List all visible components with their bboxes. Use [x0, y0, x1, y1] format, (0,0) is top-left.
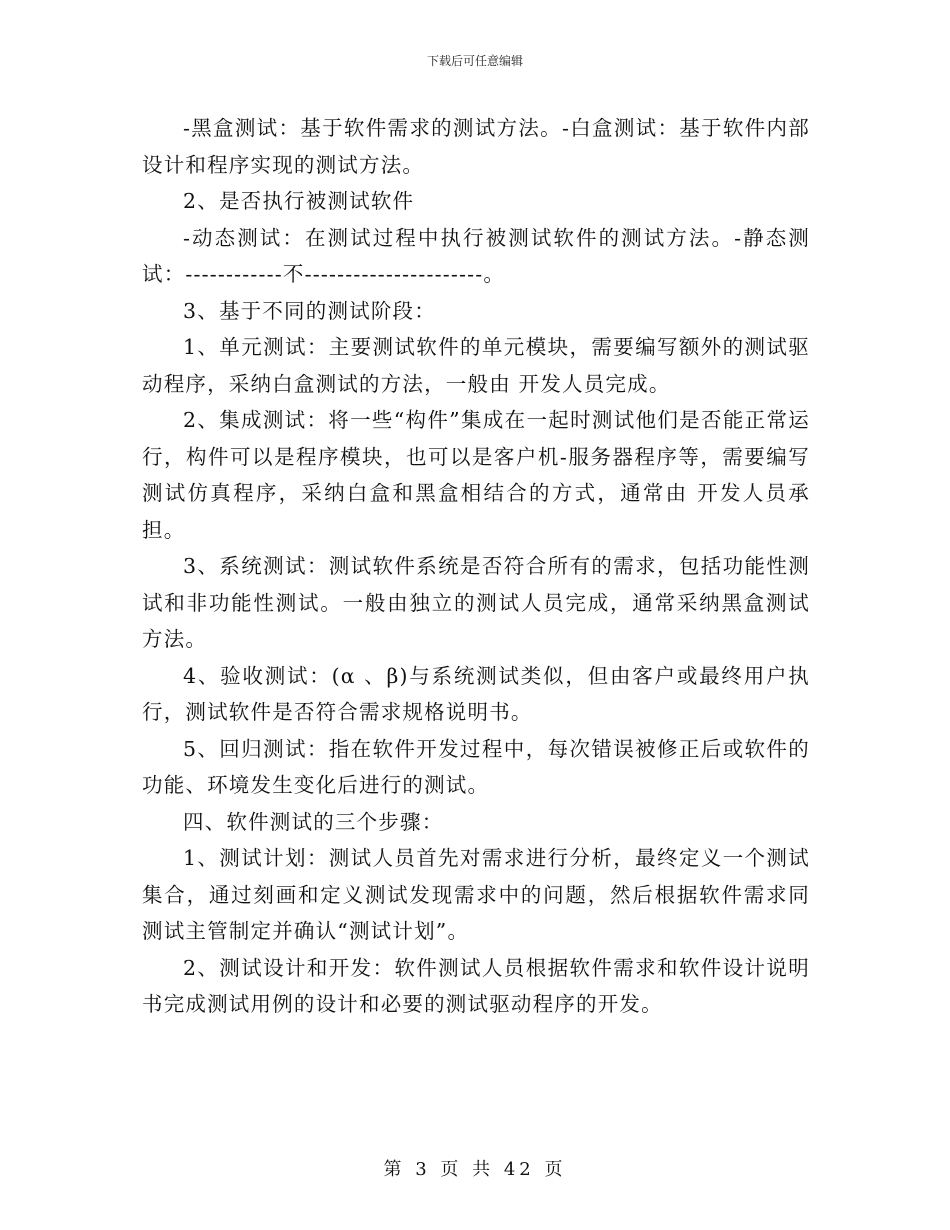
page-footer: 第 3 页 共 42 页	[383, 1159, 567, 1180]
section-heading-three-steps: 四、软件测试的三个步骤：	[183, 809, 444, 834]
paragraph-test-plan: 1、测试计划：测试人员首先对需求进行分析，最终定义一个测试集合，通过刻画和定义测试发现需求中的问题，然后根据软件需求同测试主管制定并确认“测试计划”。	[142, 846, 810, 943]
paragraph-blackbox-whitebox: -黑盒测试：基于软件需求的测试方法。-白盒测试：基于软件内部设计和程序实现的测试方法。	[142, 116, 810, 177]
paragraph-integration-test: 2、集成测试：将一些“构件”集成在一起时测试他们是否能正常运行，构件可以是程序模块，也可以是客户机-服务器程序等，需要编写测试仿真程序，采纳白盒和黑盒相结合的方式，通常由 开发人员承担。	[142, 408, 810, 542]
paragraph-dynamic-static: -动态测试：在测试过程中执行被测试软件的测试方法。-静态测试：------------不----------------------。	[142, 225, 810, 286]
paragraph-execute-software: 2、是否执行被测试软件	[183, 189, 415, 213]
document-body	[142, 110, 810, 1023]
paragraph-acceptance-test: 4、验收测试：(α 、β)与系统测试类似，但由客户或最终用户执行，测试软件是否符合需求规格说明书。	[142, 663, 810, 724]
paragraph-unit-test: 1、单元测试：主要测试软件的单元模块，需要编写额外的测试驱动程序，采纳白盒测试的方法，一般由 开发人员完成。	[142, 335, 810, 396]
paragraph-test-stages: 3、基于不同的测试阶段：	[183, 298, 436, 323]
paragraph-system-test: 3、系统测试：测试软件系统是否符合所有的需求，包括功能性测试和非功能性测试。一般由独立的测试人员完成，通常采纳黑盒测试方法。	[142, 554, 810, 651]
page-header: 下载后可任意编辑	[426, 54, 523, 68]
paragraph-regression-test: 5、回归测试：指在软件开发过程中，每次错误被修正后或软件的功能、环境发生变化后进行的测试。	[142, 736, 810, 797]
paragraph-test-design: 2、测试设计和开发：软件测试人员根据软件需求和软件设计说明书完成测试用例的设计和必要的测试驱动程序的开发。	[142, 955, 810, 1016]
